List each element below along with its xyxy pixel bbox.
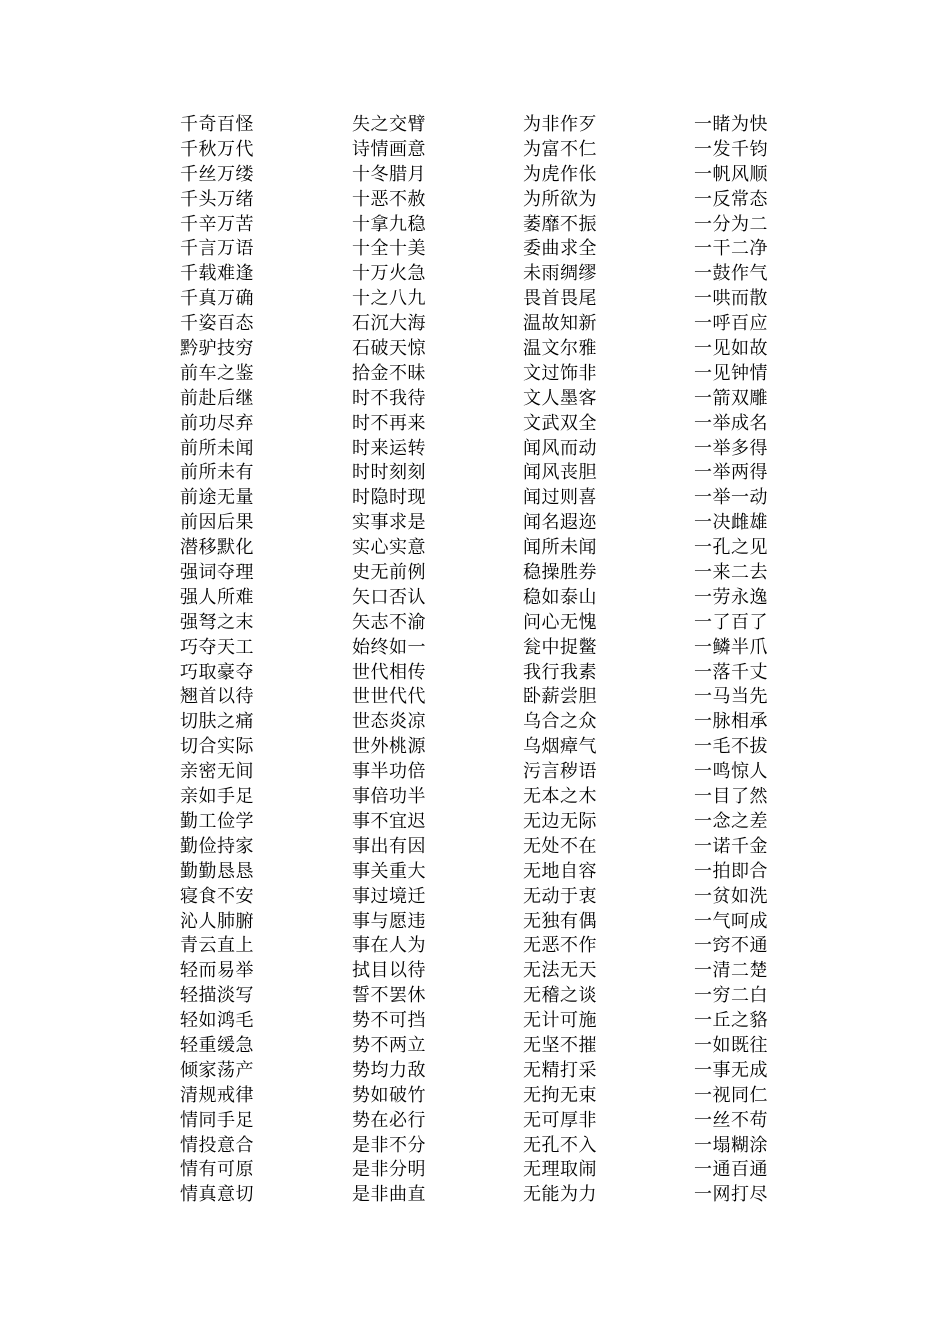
idiom-item: 无可厚非 [523,1109,597,1131]
idiom-item: 十拿九稳 [352,213,426,235]
idiom-item: 稳操胜券 [523,562,597,584]
idiom-item: 为富不仁 [523,138,597,160]
idiom-item: 势不可挡 [352,1010,426,1032]
idiom-item: 十冬腊月 [352,163,426,185]
idiom-item: 事关重大 [352,860,426,882]
idiom-item: 事与愿违 [352,910,426,932]
idiom-item: 亲密无间 [180,761,254,783]
idiom-item: 一举成名 [694,412,768,434]
idiom-item: 勤工俭学 [180,810,254,832]
idiom-item: 污言秽语 [523,761,597,783]
idiom-item: 轻而易举 [180,960,254,982]
idiom-item: 寝食不安 [180,885,254,907]
idiom-item: 一窍不通 [694,935,768,957]
idiom-item: 为非作歹 [523,114,597,135]
idiom-item: 事半功倍 [352,761,426,783]
idiom-item: 为虎作伥 [523,163,597,185]
idiom-item: 前赴后继 [180,387,254,409]
idiom-item: 事在人为 [352,935,426,957]
idiom-item: 轻如鸿毛 [180,1010,254,1032]
idiom-item: 前所未闻 [180,437,254,459]
idiom-item: 千秋万代 [180,138,254,160]
idiom-item: 千丝万缕 [180,163,254,185]
idiom-item: 一落千丈 [694,661,768,683]
idiom-item: 无边无际 [523,810,597,832]
idiom-item: 一举一动 [694,487,768,509]
idiom-item: 千真万确 [180,288,254,310]
idiom-item: 温文尔雅 [523,338,597,360]
idiom-item: 一视同仁 [694,1084,768,1106]
idiom-item: 强人所难 [180,586,254,608]
idiom-item: 一了百了 [694,611,768,633]
idiom-item: 世世代代 [352,686,426,708]
idiom-item: 无理取闹 [523,1159,597,1181]
idiom-item: 一丝不苟 [694,1109,768,1131]
idiom-item: 乌烟瘴气 [523,736,597,758]
idiom-item: 一反常态 [694,188,768,210]
idiom-item: 一如既往 [694,1034,768,1056]
idiom-item: 始终如一 [352,636,426,658]
idiom-item: 无恶不作 [523,935,597,957]
idiom-item: 畏首畏尾 [523,288,597,310]
idiom-item: 巧取豪夺 [180,661,254,683]
idiom-item: 黔驴技穷 [180,338,254,360]
idiom-item: 一哄而散 [694,288,768,310]
idiom-item: 萎靡不振 [523,213,597,235]
idiom-item: 一举两得 [694,462,768,484]
idiom-item: 一干二净 [694,238,768,260]
idiom-item: 情同手足 [180,1109,254,1131]
idiom-item: 一贫如洗 [694,885,768,907]
idiom-item: 十全十美 [352,238,426,260]
idiom-item: 瓮中捉鳖 [523,636,597,658]
idiom-item: 是非分明 [352,1159,426,1181]
idiom-item: 一网打尽 [694,1184,768,1206]
idiom-item: 千姿百态 [180,313,254,335]
idiom-item: 一帆风顺 [694,163,768,185]
idiom-item: 无动于衷 [523,885,597,907]
idiom-item: 千载难逢 [180,263,254,285]
idiom-item: 闻过则喜 [523,487,597,509]
idiom-item: 誓不罢休 [352,985,426,1007]
idiom-item: 无拘无束 [523,1084,597,1106]
idiom-item: 一目了然 [694,786,768,808]
idiom-item: 一诺千金 [694,835,768,857]
idiom-item: 稳如泰山 [523,586,597,608]
idiom-item: 亲如手足 [180,786,254,808]
idiom-item: 无处不在 [523,835,597,857]
idiom-item: 一来二去 [694,562,768,584]
idiom-item: 十万火急 [352,263,426,285]
idiom-item: 乌合之众 [523,711,597,733]
idiom-item: 文武双全 [523,412,597,434]
idiom-item: 石沉大海 [352,313,426,335]
idiom-item: 史无前例 [352,562,426,584]
idiom-item: 问心无愧 [523,611,597,633]
idiom-item: 矢口否认 [352,586,426,608]
idiom-item: 为所欲为 [523,188,597,210]
idiom-item: 实事求是 [352,512,426,534]
idiom-item: 强弩之末 [180,611,254,633]
idiom-item: 一事无成 [694,1059,768,1081]
idiom-item: 勤勤恳恳 [180,860,254,882]
idiom-item: 前功尽弃 [180,412,254,434]
idiom-item: 一清二楚 [694,960,768,982]
idiom-item: 诗情画意 [352,138,426,160]
idiom-item: 无本之木 [523,786,597,808]
idiom-item: 卧薪尝胆 [523,686,597,708]
idiom-item: 清规戒律 [180,1084,254,1106]
idiom-item: 一发千钧 [694,138,768,160]
idiom-item: 一通百通 [694,1159,768,1181]
idiom-item: 世外桃源 [352,736,426,758]
idiom-item: 实心实意 [352,537,426,559]
idiom-item: 文人墨客 [523,387,597,409]
idiom-column-4 [694,113,834,1208]
idiom-item: 时不我待 [352,387,426,409]
idiom-item: 无法无天 [523,960,597,982]
idiom-item: 情有可原 [180,1159,254,1181]
idiom-item: 千奇百怪 [180,114,254,135]
idiom-item: 势在必行 [352,1109,426,1131]
idiom-item: 切肤之痛 [180,711,254,733]
idiom-item: 无精打采 [523,1059,597,1081]
idiom-item: 拭目以待 [352,960,426,982]
idiom-item: 一塌糊涂 [694,1134,768,1156]
idiom-item: 一见如故 [694,338,768,360]
idiom-item: 时时刻刻 [352,462,426,484]
idiom-item: 前所未有 [180,462,254,484]
idiom-item: 事倍功半 [352,786,426,808]
idiom-item: 势均力敌 [352,1059,426,1081]
idiom-column-1 [180,113,320,1208]
idiom-item: 世代相传 [352,661,426,683]
idiom-item: 时隐时现 [352,487,426,509]
idiom-item: 是非曲直 [352,1184,426,1206]
idiom-item: 青云直上 [180,935,254,957]
idiom-item: 事不宜迟 [352,810,426,832]
idiom-item: 一穷二白 [694,985,768,1007]
idiom-item: 无地自容 [523,860,597,882]
idiom-item: 切合实际 [180,736,254,758]
idiom-item: 闻风丧胆 [523,462,597,484]
idiom-item: 一呼百应 [694,313,768,335]
idiom-item: 无计可施 [523,1010,597,1032]
idiom-item: 勤俭持家 [180,835,254,857]
idiom-item: 沁人肺腑 [180,910,254,932]
idiom-item: 轻描淡写 [180,985,254,1007]
idiom-item: 千头万绪 [180,188,254,210]
idiom-item: 一分为二 [694,213,768,235]
idiom-item: 闻所未闻 [523,537,597,559]
idiom-item: 前途无量 [180,487,254,509]
idiom-item: 一劳永逸 [694,586,768,608]
idiom-item: 一鼓作气 [694,263,768,285]
idiom-item: 一睹为快 [694,114,768,135]
idiom-item: 石破天惊 [352,338,426,360]
idiom-item: 一念之差 [694,810,768,832]
idiom-item: 一丘之貉 [694,1010,768,1032]
idiom-item: 时不再来 [352,412,426,434]
idiom-item: 一孔之见 [694,537,768,559]
idiom-item: 一脉相承 [694,711,768,733]
idiom-item: 轻重缓急 [180,1034,254,1056]
idiom-item: 巧夺天工 [180,636,254,658]
idiom-item: 十恶不赦 [352,188,426,210]
idiom-item: 情投意合 [180,1134,254,1156]
idiom-item: 闻名遐迩 [523,512,597,534]
idiom-item: 一见钟情 [694,362,768,384]
idiom-item: 一拍即合 [694,860,768,882]
idiom-item: 事出有因 [352,835,426,857]
idiom-item: 拾金不昧 [352,362,426,384]
idiom-column-2 [352,113,492,1208]
idiom-item: 时来运转 [352,437,426,459]
idiom-item: 无独有偶 [523,910,597,932]
idiom-column-3 [523,113,663,1208]
idiom-item: 强词夺理 [180,562,254,584]
idiom-item: 无稽之谈 [523,985,597,1007]
idiom-item: 一决雌雄 [694,512,768,534]
idiom-item: 委曲求全 [523,238,597,260]
idiom-item: 势如破竹 [352,1084,426,1106]
idiom-item: 一举多得 [694,437,768,459]
idiom-item: 失之交臂 [352,114,426,135]
idiom-item: 无坚不摧 [523,1034,597,1056]
idiom-item: 潜移默化 [180,537,254,559]
idiom-item: 一鸣惊人 [694,761,768,783]
idiom-item: 我行我素 [523,661,597,683]
idiom-item: 一鳞半爪 [694,636,768,658]
idiom-item: 未雨绸缪 [523,263,597,285]
idiom-item: 千言万语 [180,238,254,260]
idiom-item: 情真意切 [180,1184,254,1206]
idiom-item: 是非不分 [352,1134,426,1156]
idiom-item: 一马当先 [694,686,768,708]
idiom-item: 事过境迁 [352,885,426,907]
idiom-item: 势不两立 [352,1034,426,1056]
idiom-item: 翘首以待 [180,686,254,708]
idiom-item: 一毛不拔 [694,736,768,758]
idiom-item: 一箭双雕 [694,387,768,409]
idiom-item: 千辛万苦 [180,213,254,235]
idiom-item: 无能为力 [523,1184,597,1206]
idiom-item: 温故知新 [523,313,597,335]
idiom-item: 十之八九 [352,288,426,310]
idiom-item: 倾家荡产 [180,1059,254,1081]
idiom-item: 一气呵成 [694,910,768,932]
idiom-item: 前因后果 [180,512,254,534]
idiom-item: 闻风而动 [523,437,597,459]
idiom-item: 无孔不入 [523,1134,597,1156]
idiom-item: 世态炎凉 [352,711,426,733]
idiom-item: 前车之鉴 [180,362,254,384]
idiom-item: 文过饰非 [523,362,597,384]
idiom-item: 矢志不渝 [352,611,426,633]
